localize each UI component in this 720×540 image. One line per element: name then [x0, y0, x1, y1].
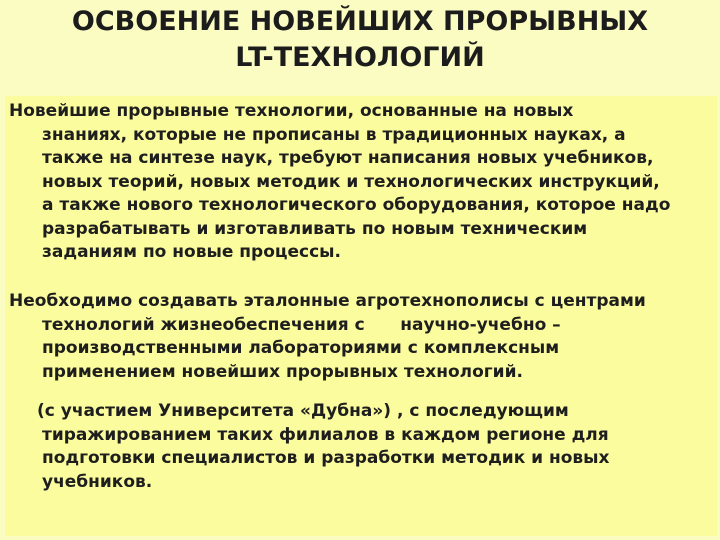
text-line: производственными лабораториями с комплексным	[42, 338, 560, 358]
title-area	[0, 0, 720, 96]
paragraph-agrotechnopolis	[9, 290, 709, 384]
text-line: также на синтезе наук, требуют написания новых учебников,	[42, 148, 654, 168]
text-line: разрабатывать и изготавливать по новым техническим	[42, 218, 588, 239]
text-line: заданиям по новые процессы.	[42, 242, 341, 262]
text-line: Необходимо создавать эталонные агротехнополисы с центрами	[9, 291, 646, 311]
slide-title-line-2: LT-ТЕХНОЛОГИЙ	[235, 42, 485, 73]
text-line: тиражированием таких филиалов в каждом регионе для	[42, 424, 609, 445]
slide-title-line-1: ОСВОЕНИЕ НОВЕЙШИХ ПРОРЫВНЫХ	[71, 6, 649, 37]
text-line: учебников.	[42, 471, 153, 492]
paragraph-dubna-university	[9, 400, 709, 494]
text-line: технологий жизнеобеспечения с научно-учебно –	[42, 314, 561, 335]
text-line: (с участием Университета «Дубна») , с последующим	[37, 401, 569, 421]
text-line: знаниях, которые не прописаны в традиционных науках, а	[42, 124, 626, 145]
text-line: применением новейших прорывных технологий.	[42, 361, 523, 382]
text-line: новых теорий, новых методик и технологических инструкций,	[42, 171, 660, 192]
text-line: а также нового технологического оборудования, которое надо	[42, 195, 671, 215]
paragraph-new-technologies	[9, 100, 709, 265]
text-line: подготовки специалистов и разработки методик и новых	[42, 448, 610, 468]
content-box	[5, 96, 717, 536]
text-line: Новейшие прорывные технологии, основанные на новых	[9, 101, 574, 121]
slide-title	[0, 4, 720, 76]
